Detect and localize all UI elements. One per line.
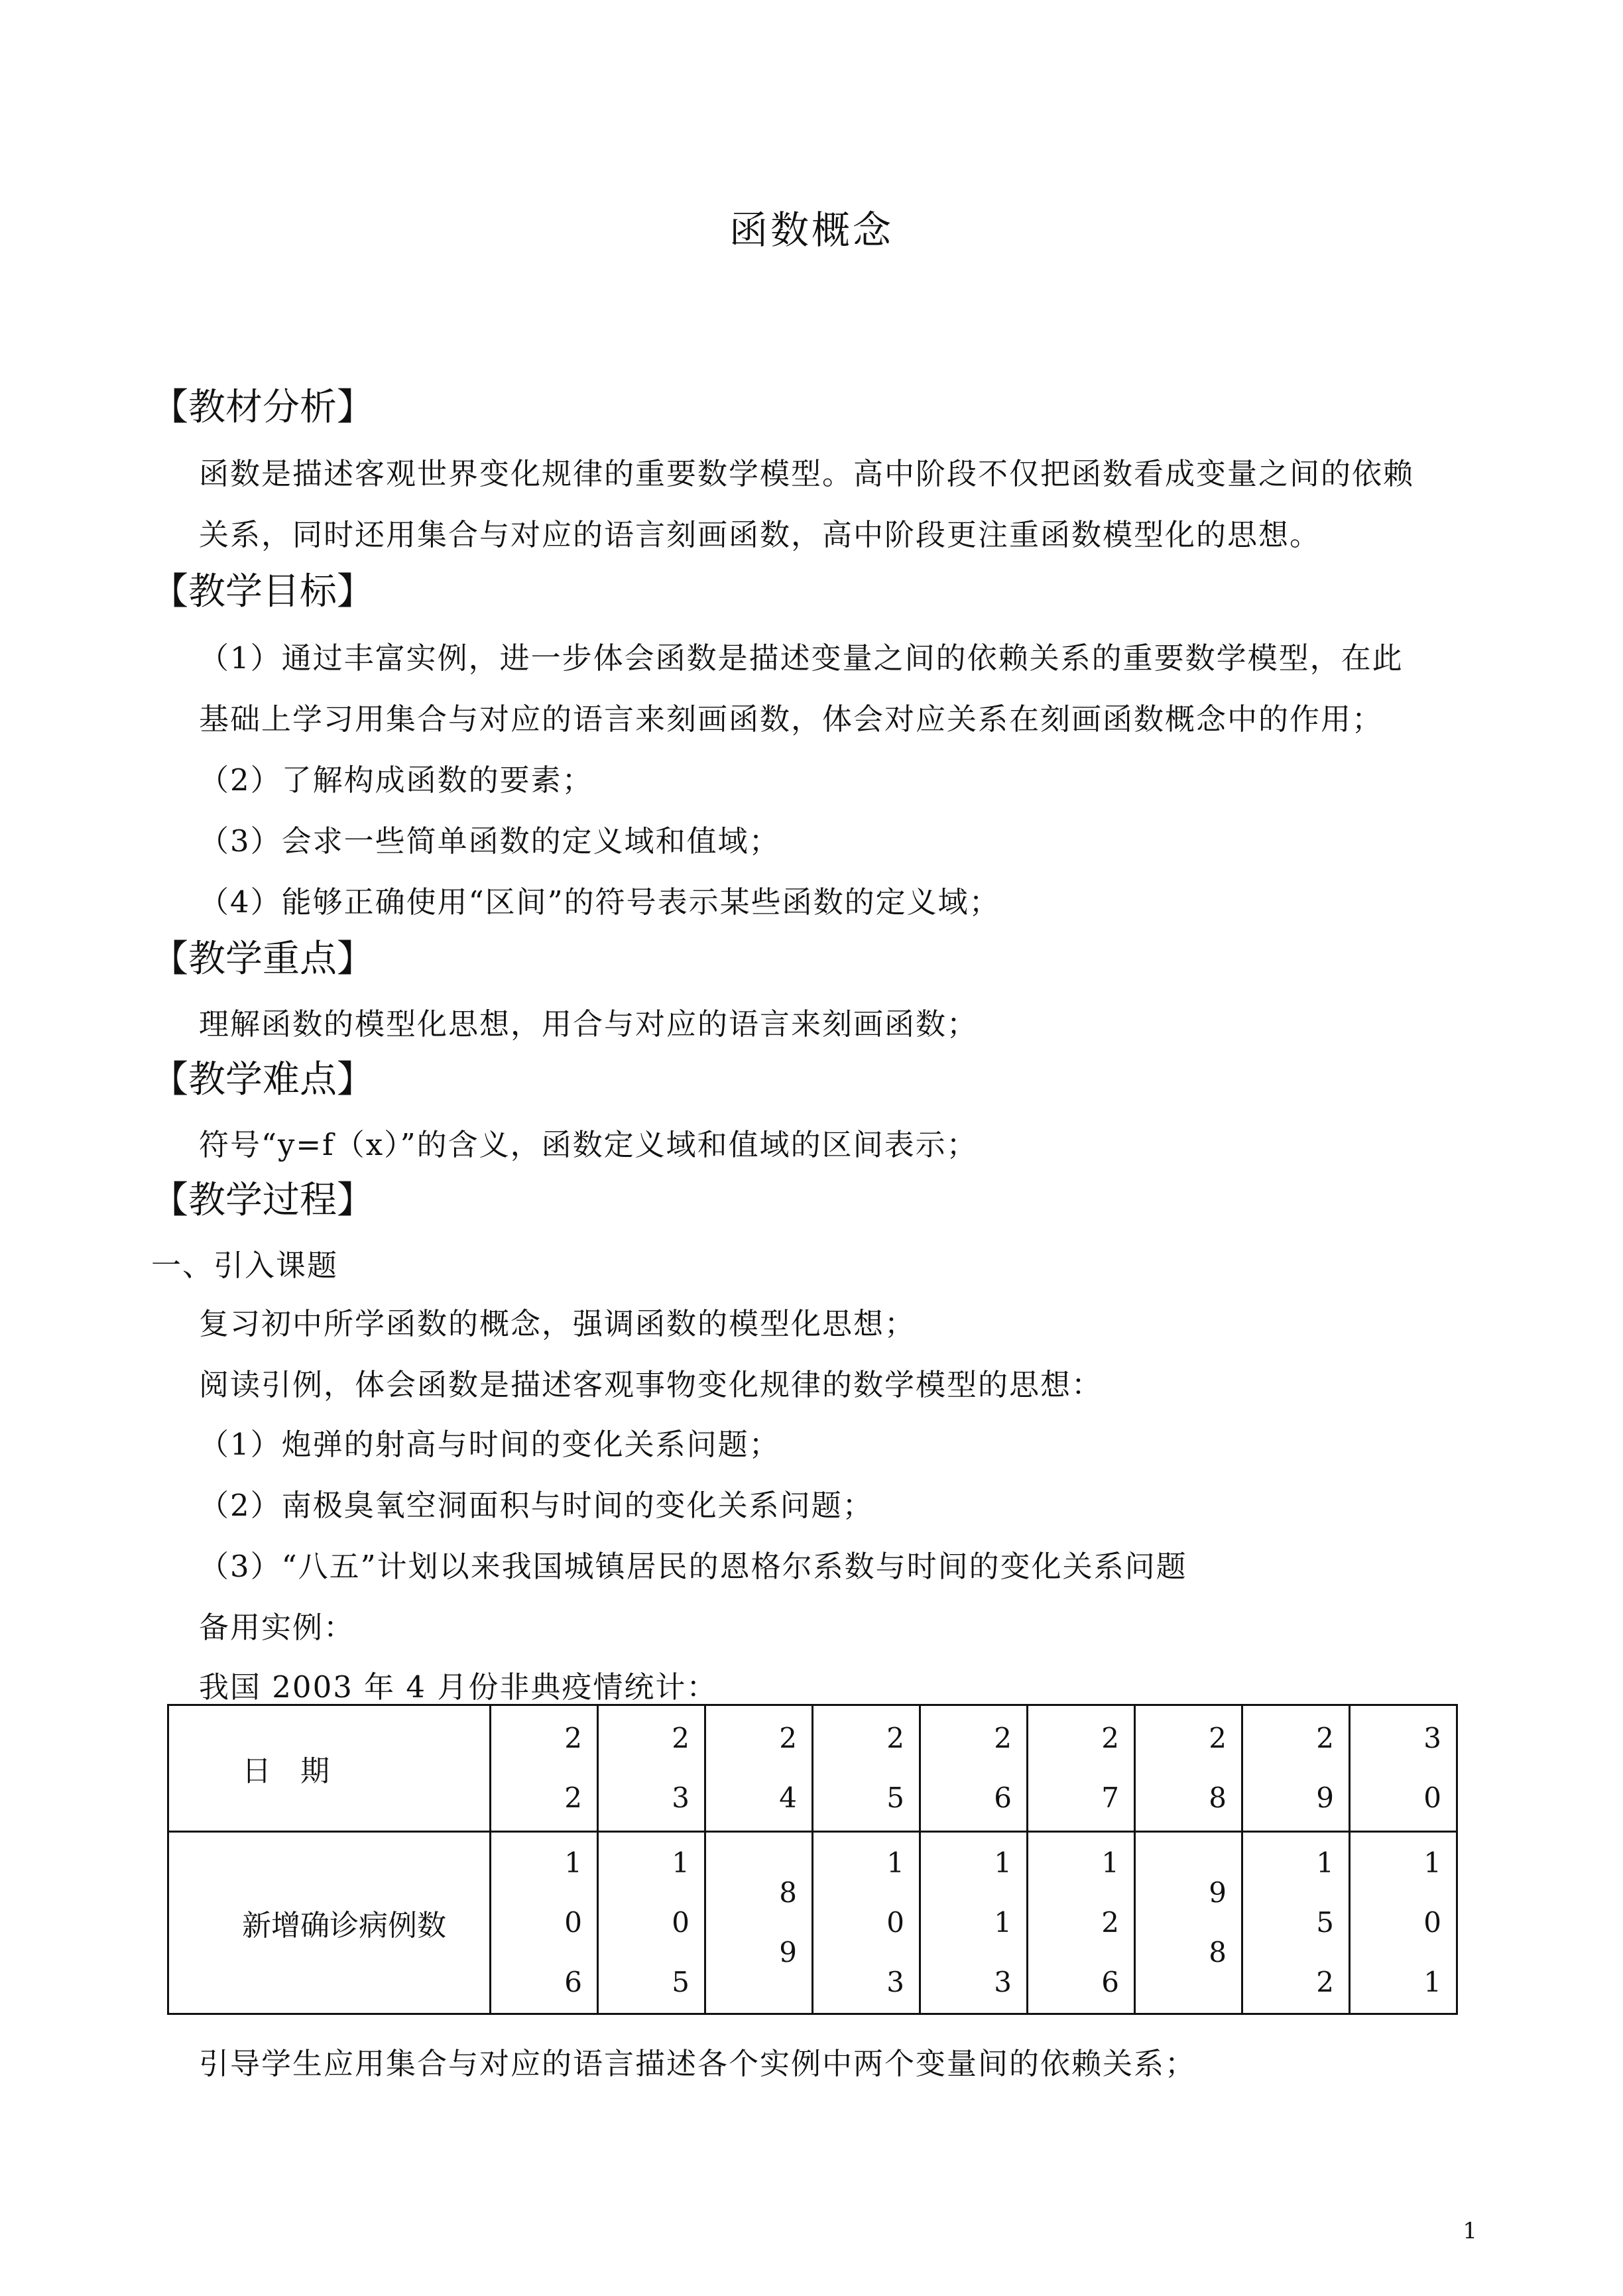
digit: 0 xyxy=(1423,1906,1441,1939)
digit: 2 xyxy=(672,1722,690,1754)
table-cell-cases xyxy=(920,1832,1028,2014)
date-digits xyxy=(1028,1709,1134,1828)
table-cell-date xyxy=(813,1705,920,1832)
case-digits xyxy=(1028,1833,1134,2012)
section-heading-process: 【教学过程】 xyxy=(151,1179,374,1222)
digit: 5 xyxy=(672,1966,690,1998)
date-digits xyxy=(921,1709,1026,1828)
process-line: （3）“八五”计划以来我国城镇居民的恩格尔系数与时间的变化关系问题 xyxy=(199,1549,1187,1584)
process-line: 我国 2003 年 4 月份非典疫情统计： xyxy=(199,1669,718,1705)
digit: 0 xyxy=(886,1906,904,1939)
table-row-dates xyxy=(168,1705,1457,1832)
process-after-table: 引导学生应用集合与对应的语言描述各个实例中两个变量间的依赖关系； xyxy=(199,2046,1197,2081)
table-cell-date xyxy=(1242,1705,1350,1832)
section-heading-difficulty: 【教学难点】 xyxy=(151,1058,374,1101)
digit: 2 xyxy=(1101,1722,1119,1754)
digit: 2 xyxy=(779,1722,797,1754)
table-cell-date xyxy=(705,1705,813,1832)
date-digits xyxy=(599,1709,704,1828)
table-cell-date xyxy=(1028,1705,1135,1832)
digit: 3 xyxy=(672,1782,690,1814)
case-digits xyxy=(491,1833,597,2013)
table-cell-date xyxy=(598,1705,705,1832)
table-cell-cases xyxy=(1028,1832,1135,2014)
table-label-date: 日 期 xyxy=(168,1705,491,1832)
key-line: 理解函数的模型化思想，用合与对应的语言来刻画函数； xyxy=(199,1006,979,1042)
analysis-line: 关系，同时还用集合与对应的语言刻画函数，高中阶段更注重函数模型化的思想。 xyxy=(199,517,1321,552)
table-cell-date xyxy=(1135,1705,1242,1832)
digit: 2 xyxy=(564,1782,582,1814)
digit: 0 xyxy=(1423,1782,1441,1814)
digit: 1 xyxy=(994,1846,1012,1879)
page-number: 1 xyxy=(1463,2218,1477,2244)
digit: 2 xyxy=(564,1722,582,1754)
goals-line: （2）了解构成函数的要素； xyxy=(199,762,593,798)
table-cell-date xyxy=(1350,1705,1457,1832)
process-line: 复习初中所学函数的概念，强调函数的模型化思想； xyxy=(199,1306,916,1341)
digit: 1 xyxy=(1423,1846,1441,1879)
case-digits xyxy=(1243,1833,1349,2012)
case-digits xyxy=(599,1833,704,2012)
case-digits xyxy=(1136,1863,1241,1982)
process-line: （2）南极臭氧空洞面积与时间的变化关系问题； xyxy=(199,1488,874,1523)
table-cell-cases xyxy=(491,1832,598,2014)
process-line: 阅读引例，体会函数是描述客观事物变化规律的数学模型的思想： xyxy=(199,1367,1103,1402)
digit: 8 xyxy=(1209,1936,1227,1968)
digit: 1 xyxy=(994,1906,1012,1939)
table-cell-cases xyxy=(705,1832,813,2014)
digit: 8 xyxy=(1209,1782,1227,1814)
goals-line: （4）能够正确使用“区间”的符号表示某些函数的定义域； xyxy=(199,884,1000,920)
digit: 1 xyxy=(1316,1846,1334,1879)
date-digits xyxy=(706,1709,812,1828)
digit: 5 xyxy=(1316,1906,1334,1939)
digit: 0 xyxy=(564,1906,582,1939)
digit: 3 xyxy=(886,1966,904,1998)
digit: 9 xyxy=(1316,1782,1334,1814)
digit: 8 xyxy=(779,1876,797,1909)
digit: 2 xyxy=(994,1722,1012,1754)
table-label-cases: 新增确诊病例数 xyxy=(168,1832,491,2014)
date-digits xyxy=(1136,1709,1241,1828)
date-digits xyxy=(491,1706,597,1831)
case-digits xyxy=(921,1833,1026,2012)
section-heading-goals: 【教学目标】 xyxy=(151,570,374,613)
digit: 2 xyxy=(1209,1722,1227,1754)
digit: 6 xyxy=(1101,1966,1119,1998)
digit: 7 xyxy=(1101,1782,1119,1814)
digit: 3 xyxy=(994,1966,1012,1998)
table-row-cases xyxy=(168,1832,1457,2014)
date-digits xyxy=(1243,1709,1349,1828)
goals-line: （3）会求一些简单函数的定义域和值域； xyxy=(199,823,780,859)
date-digits xyxy=(813,1709,919,1828)
digit: 9 xyxy=(779,1936,797,1968)
digit: 3 xyxy=(1423,1722,1441,1754)
digit: 1 xyxy=(886,1846,904,1879)
process-subheading: 一、引入课题 xyxy=(151,1248,339,1283)
section-heading-analysis: 【教材分析】 xyxy=(151,386,374,429)
digit: 2 xyxy=(1101,1906,1119,1939)
goals-line: （1）通过丰富实例，进一步体会函数是描述变量之间的依赖关系的重要数学模型，在此 xyxy=(199,640,1404,676)
process-line: 备用实例： xyxy=(199,1610,355,1645)
digit: 9 xyxy=(1209,1876,1227,1909)
process-line: （1）炮弹的射高与时间的变化关系问题； xyxy=(199,1427,780,1462)
sars-statistics-table xyxy=(167,1704,1458,2015)
table-cell-cases xyxy=(1242,1832,1350,2014)
digit: 2 xyxy=(886,1722,904,1754)
analysis-line: 函数是描述客观世界变化规律的重要数学模型。高中阶段不仅把函数看成变量之间的依赖 xyxy=(199,456,1415,491)
digit: 6 xyxy=(994,1782,1012,1814)
digit: 5 xyxy=(886,1782,904,1814)
goals-line: 基础上学习用集合与对应的语言来刻画函数，体会对应关系在刻画函数概念中的作用； xyxy=(199,701,1384,737)
section-heading-key: 【教学重点】 xyxy=(151,937,374,981)
table-cell-cases xyxy=(598,1832,705,2014)
difficulty-line: 符号“y=f（x）”的含义，函数定义域和值域的区间表示； xyxy=(199,1127,978,1162)
digit: 1 xyxy=(672,1846,690,1879)
date-digits xyxy=(1351,1709,1456,1828)
case-digits xyxy=(1351,1833,1456,2012)
digit: 4 xyxy=(779,1782,797,1814)
table-cell-date xyxy=(920,1705,1028,1832)
table-cell-cases xyxy=(1135,1832,1242,2014)
digit: 6 xyxy=(564,1966,582,1998)
digit: 1 xyxy=(564,1846,582,1879)
digit: 1 xyxy=(1423,1966,1441,1998)
table-cell-date xyxy=(491,1705,598,1832)
case-digits xyxy=(706,1863,812,1982)
table-cell-cases xyxy=(1350,1832,1457,2014)
table-cell-cases xyxy=(813,1832,920,2014)
case-digits xyxy=(813,1833,919,2012)
digit: 2 xyxy=(1316,1722,1334,1754)
digit: 0 xyxy=(672,1906,690,1939)
page-title: 函数概念 xyxy=(729,208,894,253)
digit: 1 xyxy=(1101,1846,1119,1879)
digit: 2 xyxy=(1316,1966,1334,1998)
